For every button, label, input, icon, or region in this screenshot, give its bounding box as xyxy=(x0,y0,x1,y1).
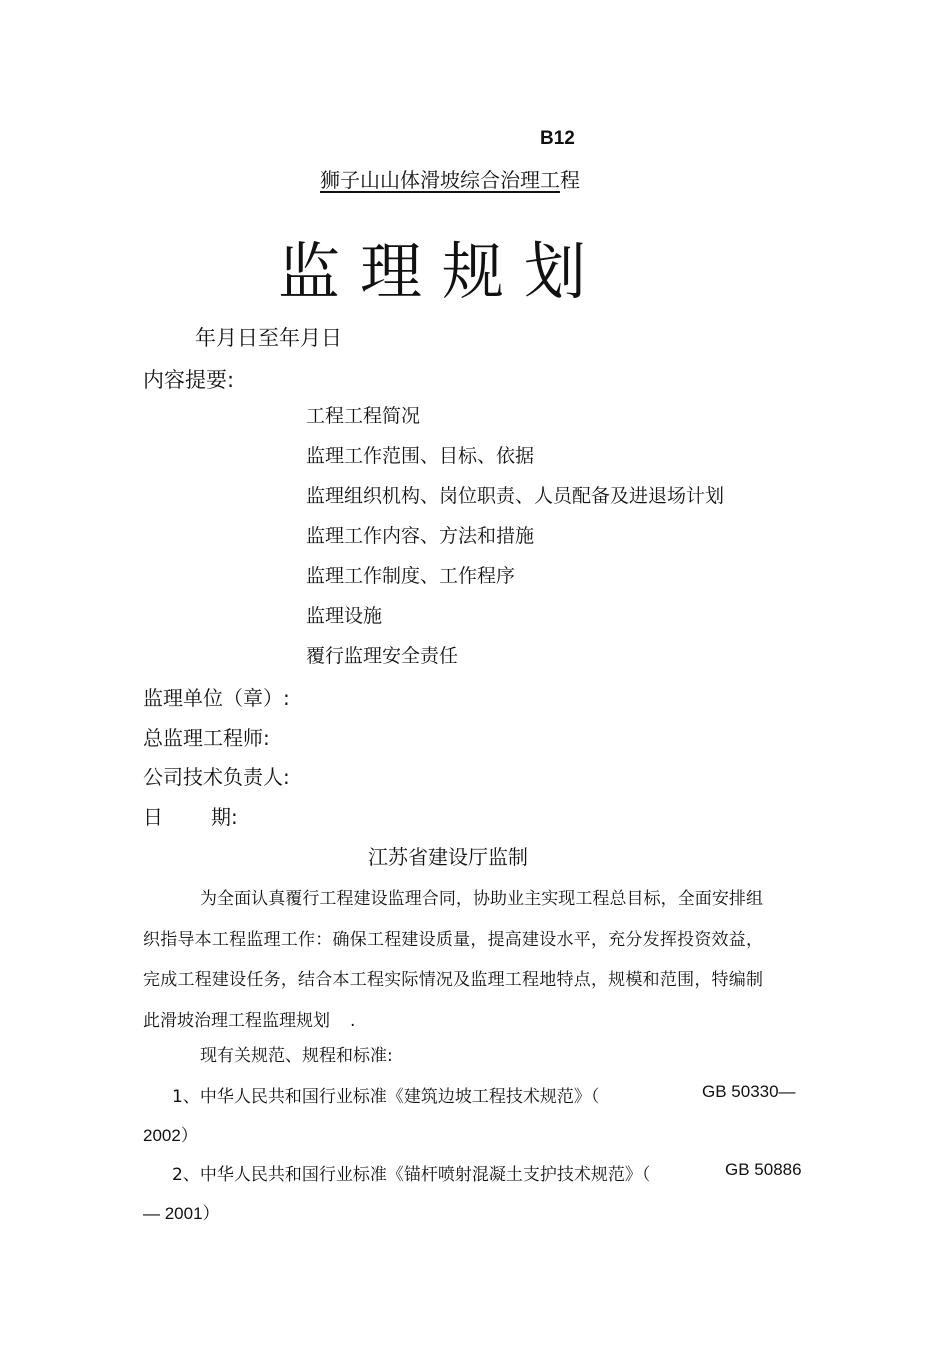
date-label-second: 期: xyxy=(211,805,238,829)
project-name xyxy=(320,164,580,193)
document-title: 监理规划 xyxy=(278,235,607,308)
standard-code: GB 50886 xyxy=(725,1160,802,1179)
summary-item: 监理工作制度、工作程序 xyxy=(306,565,516,587)
intro-end-dot: . xyxy=(350,1010,356,1031)
tech-lead-field: 公司技术负责人: xyxy=(143,765,290,789)
intro-text: 为全面认真覆行工程建设监理合同，协助业主实现工程总目标，全面安排组织指导本工程监理工作：确保工程建设质量，提高建设水平，充分发挥投资效益，完成工程建设任务，结合本工程实际情况及监理工程地特点，规模和范围，特编制此滑坡治理工程监理规划 xyxy=(143,889,763,1031)
summary-item: 覆行监理安全责任 xyxy=(306,645,459,667)
summary-item: 工程工程简况 xyxy=(306,405,421,427)
summary-label: 内容提要: xyxy=(143,368,235,392)
project-name-tail: 程 xyxy=(560,168,580,192)
intro-paragraph xyxy=(143,879,763,1041)
standard-item: 2、中华人民共和国行业标准《锚杆喷射混凝土支护技术规范》（ xyxy=(172,1165,651,1185)
summary-list xyxy=(306,403,724,683)
supervision-unit-field: 监理单位（章）: xyxy=(143,686,290,710)
document-code: B12 xyxy=(540,128,575,149)
summary-item: 监理工作范围、目标、依据 xyxy=(306,445,535,467)
chief-engineer-field: 总监理工程师: xyxy=(143,726,270,750)
project-name-underlined: 狮子山山体滑坡综合治理工 xyxy=(320,168,560,192)
date-field xyxy=(143,801,238,830)
standard-code: GB 50330— xyxy=(702,1082,796,1101)
summary-item: 监理工作内容、方法和措施 xyxy=(306,525,535,547)
issuer-line: 江苏省建设厅监制 xyxy=(368,845,528,869)
standards-label: 现有关规范、规程和标准: xyxy=(200,1046,393,1066)
summary-item: 监理设施 xyxy=(306,605,383,627)
period-line: 年月日至年月日 xyxy=(195,326,342,350)
date-label-first: 日 xyxy=(143,805,163,829)
summary-item: 监理组织机构、岗位职责、人员配备及进退场计划 xyxy=(306,485,725,507)
standard-item: 1、中华人民共和国行业标准《建筑边坡工程技术规范》（ xyxy=(172,1087,600,1107)
standard-code-continuation: — 2001） xyxy=(143,1204,220,1223)
standard-code-continuation: 2002） xyxy=(143,1126,198,1145)
